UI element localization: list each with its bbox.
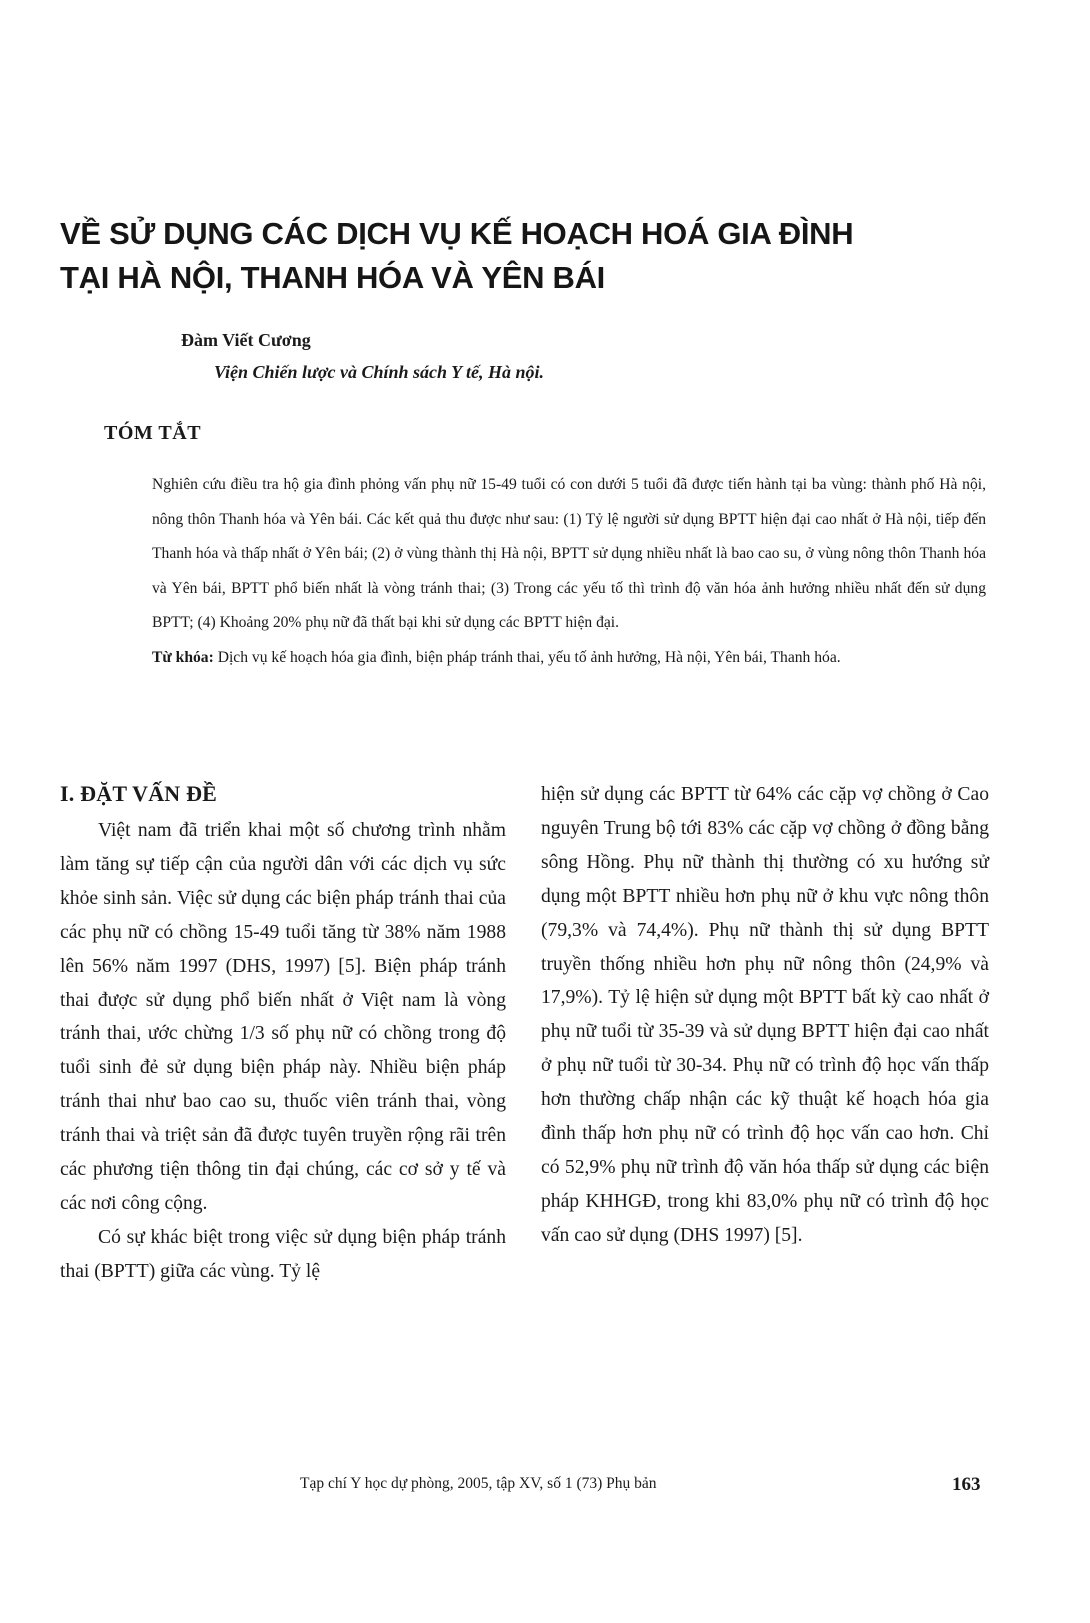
author-affiliation: Viện Chiến lược và Chính sách Y tế, Hà nội. bbox=[214, 362, 545, 382]
left-column bbox=[60, 778, 506, 1289]
abstract-block bbox=[152, 468, 986, 675]
section-heading: I. ĐẶT VẤN ĐỀ bbox=[60, 781, 218, 806]
keywords-line bbox=[152, 641, 986, 676]
article-title bbox=[60, 212, 1020, 300]
author-name: Đàm Viết Cương bbox=[181, 330, 311, 350]
keywords-text: Dịch vụ kế hoạch hóa gia đình, biện pháp tránh thai, yếu tố ảnh hưởng, Hà nội, Yên bái, Thanh hóa. bbox=[213, 648, 841, 666]
abstract-heading: TÓM TẮT bbox=[104, 422, 202, 444]
right-column bbox=[541, 778, 989, 1253]
title-line-2: TẠI HÀ NỘI, THANH HÓA VÀ YÊN BÁI bbox=[60, 260, 605, 295]
journal-footer: Tạp chí Y học dự phòng, 2005, tập XV, số 1 (73) Phụ bản bbox=[300, 1475, 657, 1492]
title-line-1: VỀ SỬ DỤNG CÁC DỊCH VỤ KẾ HOẠCH HOÁ GIA ĐÌNH bbox=[60, 216, 854, 251]
body-paragraph-1: Việt nam đã triển khai một số chương trình nhằm làm tăng sự tiếp cận của người dân với các dịch vụ sức khỏe sinh sản. Việc sử dụng các biện pháp tránh thai của các phụ nữ có chồng 15-49 tuổi tăng từ 38% năm 1988 lên 56% năm 1997 (DHS, 1997) [5]. Biện pháp tránh thai được sử dụng phổ biến nhất ở Việt nam là vòng tránh thai, ước chừng 1/3 số phụ nữ có chồng trong độ tuổi sinh đẻ sử dụng biện pháp này. Nhiều biện pháp tránh thai như bao cao su, thuốc viên tránh thai, vòng tránh thai và triệt sản đã được tuyên truyền rộng rãi trên các phương tiện thông tin đại chúng, các cơ sở y tế và các nơi công cộng. bbox=[60, 820, 506, 1214]
page-number: 163 bbox=[952, 1474, 981, 1495]
keywords-label: Từ khóa: bbox=[152, 648, 214, 666]
abstract-text: Nghiên cứu điều tra hộ gia đình phỏng vấn phụ nữ 15-49 tuổi có con dưới 5 tuổi đã được tiến hành tại ba vùng: thành phố Hà nội, nông thôn Thanh hóa và Yên bái. Các kết quả thu được như sau: (1) Tỷ lệ người sử dụng BPTT hiện đại cao nhất ở Hà nội, tiếp đến Thanh hóa và thấp nhất ở Yên bái; (2) ở vùng thành thị Hà nội, BPTT sử dụng nhiều nhất là bao cao su, ở vùng nông thôn Thanh hóa và Yên bái, BPTT phổ biến nhất là vòng tránh thai; (3) Trong các yếu tố thì trình độ văn hóa ảnh hưởng nhiều nhất đến sử dụng BPTT; (4) Khoảng 20% phụ nữ đã thất bại khi sử dụng các BPTT hiện đại. bbox=[152, 476, 986, 631]
body-paragraph-2-continued: hiện sử dụng các BPTT từ 64% các cặp vợ chồng ở Cao nguyên Trung bộ tới 83% các cặp vợ chồng ở đồng bằng sông Hồng. Phụ nữ thành thị thường có xu hướng sử dụng một BPTT nhiều hơn phụ nữ ở khu vực nông thôn (79,3% và 74,4%). Phụ nữ thành thị sử dụng BPTT truyền thống nhiều hơn phụ nữ nông thôn (24,9% và 17,9%). Tỷ lệ hiện sử dụng một BPTT bất kỳ cao nhất ở phụ nữ tuổi từ 35-39 và sử dụng BPTT hiện đại cao nhất ở phụ nữ tuổi từ 30-34. Phụ nữ có trình độ học vấn thấp hơn thường chấp nhận các kỹ thuật kế hoạch hóa gia đình thấp hơn phụ nữ có trình độ học vấn cao hơn. Chỉ có 52,9% phụ nữ trình độ văn hóa thấp sử dụng các biện pháp KHHGĐ, trong khi 83,0% phụ nữ có trình độ học vấn cao sử dụng (DHS 1997) [5]. bbox=[541, 784, 989, 1246]
body-paragraph-2: Có sự khác biệt trong việc sử dụng biện pháp tránh thai (BPTT) giữa các vùng. Tỷ lệ bbox=[60, 1226, 506, 1282]
